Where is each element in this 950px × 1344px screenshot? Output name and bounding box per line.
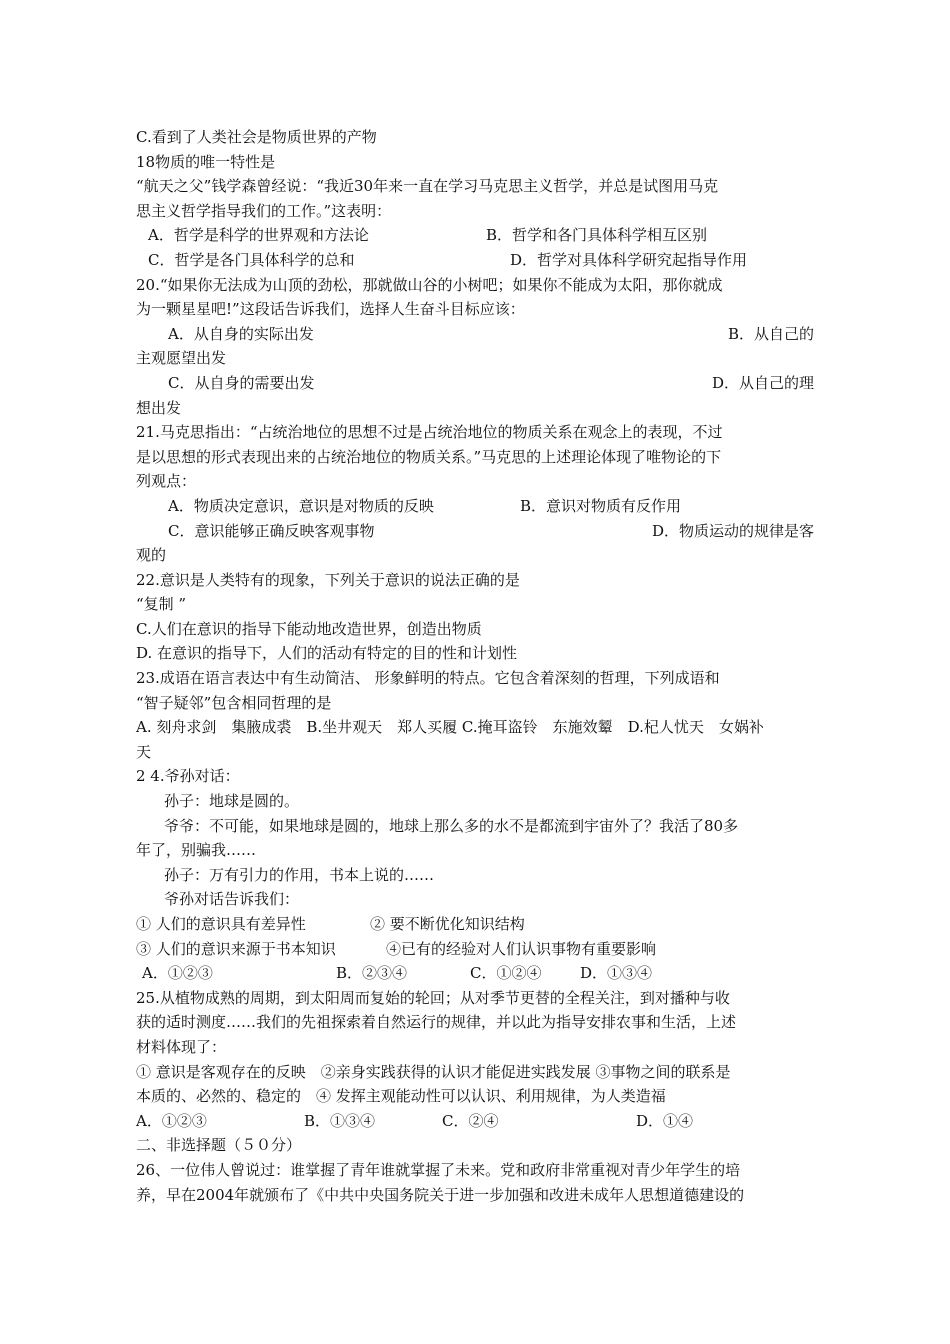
option-c: C．意识能够正确反映客观事物 <box>168 521 375 540</box>
statement-4: ④已有的经验对人们认识事物有重要影响 <box>386 939 657 958</box>
text-line: 材料体现了： <box>136 1037 227 1056</box>
text-line: 养，早在2004年就颁布了《中共中央国务院关于进一步加强和改进未成年人思想道德建设的 <box>136 1185 745 1204</box>
text-line: 想出发 <box>136 398 182 417</box>
option-c: C.人们在意识的指导下能动地改造世界，创造出物质 <box>136 619 482 638</box>
option-b: B．②③④ <box>336 964 408 983</box>
question-18: 18物质的唯一特性是 <box>136 152 276 171</box>
text-line: 爷孙对话告诉我们： <box>164 890 300 909</box>
options-row <box>136 961 814 986</box>
statement-3: ③ 人们的意识来源于书本知识 <box>136 939 336 958</box>
text-line: C.看到了人类社会是物质世界的产物 <box>136 128 377 146</box>
text-line: 思主义哲学指导我们的工作。”这表明： <box>136 201 392 220</box>
text-line: “智子疑邻”包含相同哲理的是 <box>136 693 332 712</box>
options-row <box>136 519 814 544</box>
text-line: 列观点： <box>136 472 197 491</box>
text-line: 年了，别骗我…… <box>136 841 257 860</box>
statement-1: ① 人们的意识具有差异性 <box>136 915 306 933</box>
question-26: 26、一位伟人曾说过：谁掌握了青年谁就掌握了未来。党和政府非常重视对青少年学生的培 <box>136 1160 741 1179</box>
question-25: 25.从植物成熟的周期，到太阳周而复始的轮回；从对季节更替的全程关注，到对播种与收 <box>136 988 730 1007</box>
options-line: A. 刻舟求剑 集腋成裘 B.坐井观天 郑人买履 C.掩耳盗铃 东施效颦 D.杞人忧天 女娲补 <box>136 718 764 737</box>
section-heading: 二、非选择题（５０分） <box>136 1136 302 1155</box>
statement-2: ② 要不断优化知识结构 <box>370 915 525 933</box>
option-d: D．①④ <box>636 1111 694 1130</box>
option-b: B．从自己的 <box>727 324 814 343</box>
option-a: A．哲学是科学的世界观和方法论 <box>148 226 369 245</box>
options-row <box>136 1109 814 1134</box>
document-page <box>136 125 814 1207</box>
text-line: 主观愿望出发 <box>136 349 227 368</box>
text-line: 为一颗星星吧!”这段话告诉我们，选择人生奋斗目标应该： <box>136 300 525 319</box>
option-a: A．从自身的实际出发 <box>168 324 314 343</box>
option-d: D. 在意识的指导下，人们的活动有特定的目的性和计划性 <box>136 644 518 663</box>
question-20: 20.“如果你无法成为山顶的劲松，那就做山谷的小树吧；如果你不能成为太阳，那你就成 <box>136 275 723 294</box>
statements-row <box>136 912 814 937</box>
options-row <box>136 371 814 396</box>
statements-line: 本质的、必然的、稳定的 ④ 发挥主观能动性可以认识、利用规律，为人类造福 <box>136 1087 666 1106</box>
dialogue-line: 爷爷：不可能，如果地球是圆的，地球上那么多的水不是都流到宇宙外了？我活了80多 <box>164 816 739 835</box>
dialogue-line: 孙子：万有引力的作用，书本上说的…… <box>164 865 435 884</box>
options-row <box>136 322 814 347</box>
statements-line: ① 意识是客观存在的反映 ②亲身实践获得的认识才能促进实践发展 ③事物之间的联系是 <box>136 1062 731 1081</box>
question-22: 22.意识是人类特有的现象，下列关于意识的说法正确的是 <box>136 570 520 589</box>
option-b: B．意识对物质有反作用 <box>520 496 682 515</box>
option-c: C．①②④ <box>470 964 542 983</box>
option-d: D．从自己的理 <box>711 373 814 392</box>
question-21: 21.马克思指出：“占统治地位的思想不过是占统治地位的物质关系在观念上的表现，不过 <box>136 423 723 442</box>
option-a: A．①②③ <box>142 964 213 983</box>
text-line: 获的适时测度……我们的先祖探索着自然运行的规律，并以此为指导安排农事和生活，上述 <box>136 1013 737 1032</box>
options-row <box>136 494 814 519</box>
options-row <box>136 223 814 248</box>
option-c: C．哲学是各门具体科学的总和 <box>148 250 355 269</box>
option-b: B．①③④ <box>304 1111 376 1130</box>
statements-row <box>136 937 814 962</box>
option-d: D．物质运动的规律是客 <box>651 521 814 540</box>
dialogue-line: 孙子：地球是圆的。 <box>164 792 300 811</box>
option-a: A．①②③ <box>136 1111 207 1130</box>
option-d: D．哲学对具体科学研究起指导作用 <box>510 250 748 269</box>
option-d: D．①③④ <box>580 964 653 983</box>
question-23: 23.成语在语言表达中有生动简洁、 形象鲜明的特点。它包含着深刻的哲理，下列成语和 <box>136 669 720 688</box>
text-line: 观的 <box>136 546 167 565</box>
option-c: C．②④ <box>442 1111 499 1130</box>
question-24: 2 4.爷孙对话： <box>136 767 240 786</box>
option-c: C．从自身的需要出发 <box>168 373 315 392</box>
text-line: “复制 ” <box>136 595 187 614</box>
options-row <box>136 248 814 273</box>
text-line: “航天之父”钱学森曾经说：“我近30年来一直在学习马克思主义哲学，并总是试图用马克 <box>136 177 719 196</box>
option-b: B．哲学和各门具体科学相互区别 <box>486 226 708 245</box>
option-a: A．物质决定意识，意识是对物质的反映 <box>168 496 434 515</box>
text-line: 天 <box>136 742 152 761</box>
text-line: 是以思想的形式表现出来的占统治地位的物质关系。”马克思的上述理论体现了唯物论的下 <box>136 447 722 466</box>
